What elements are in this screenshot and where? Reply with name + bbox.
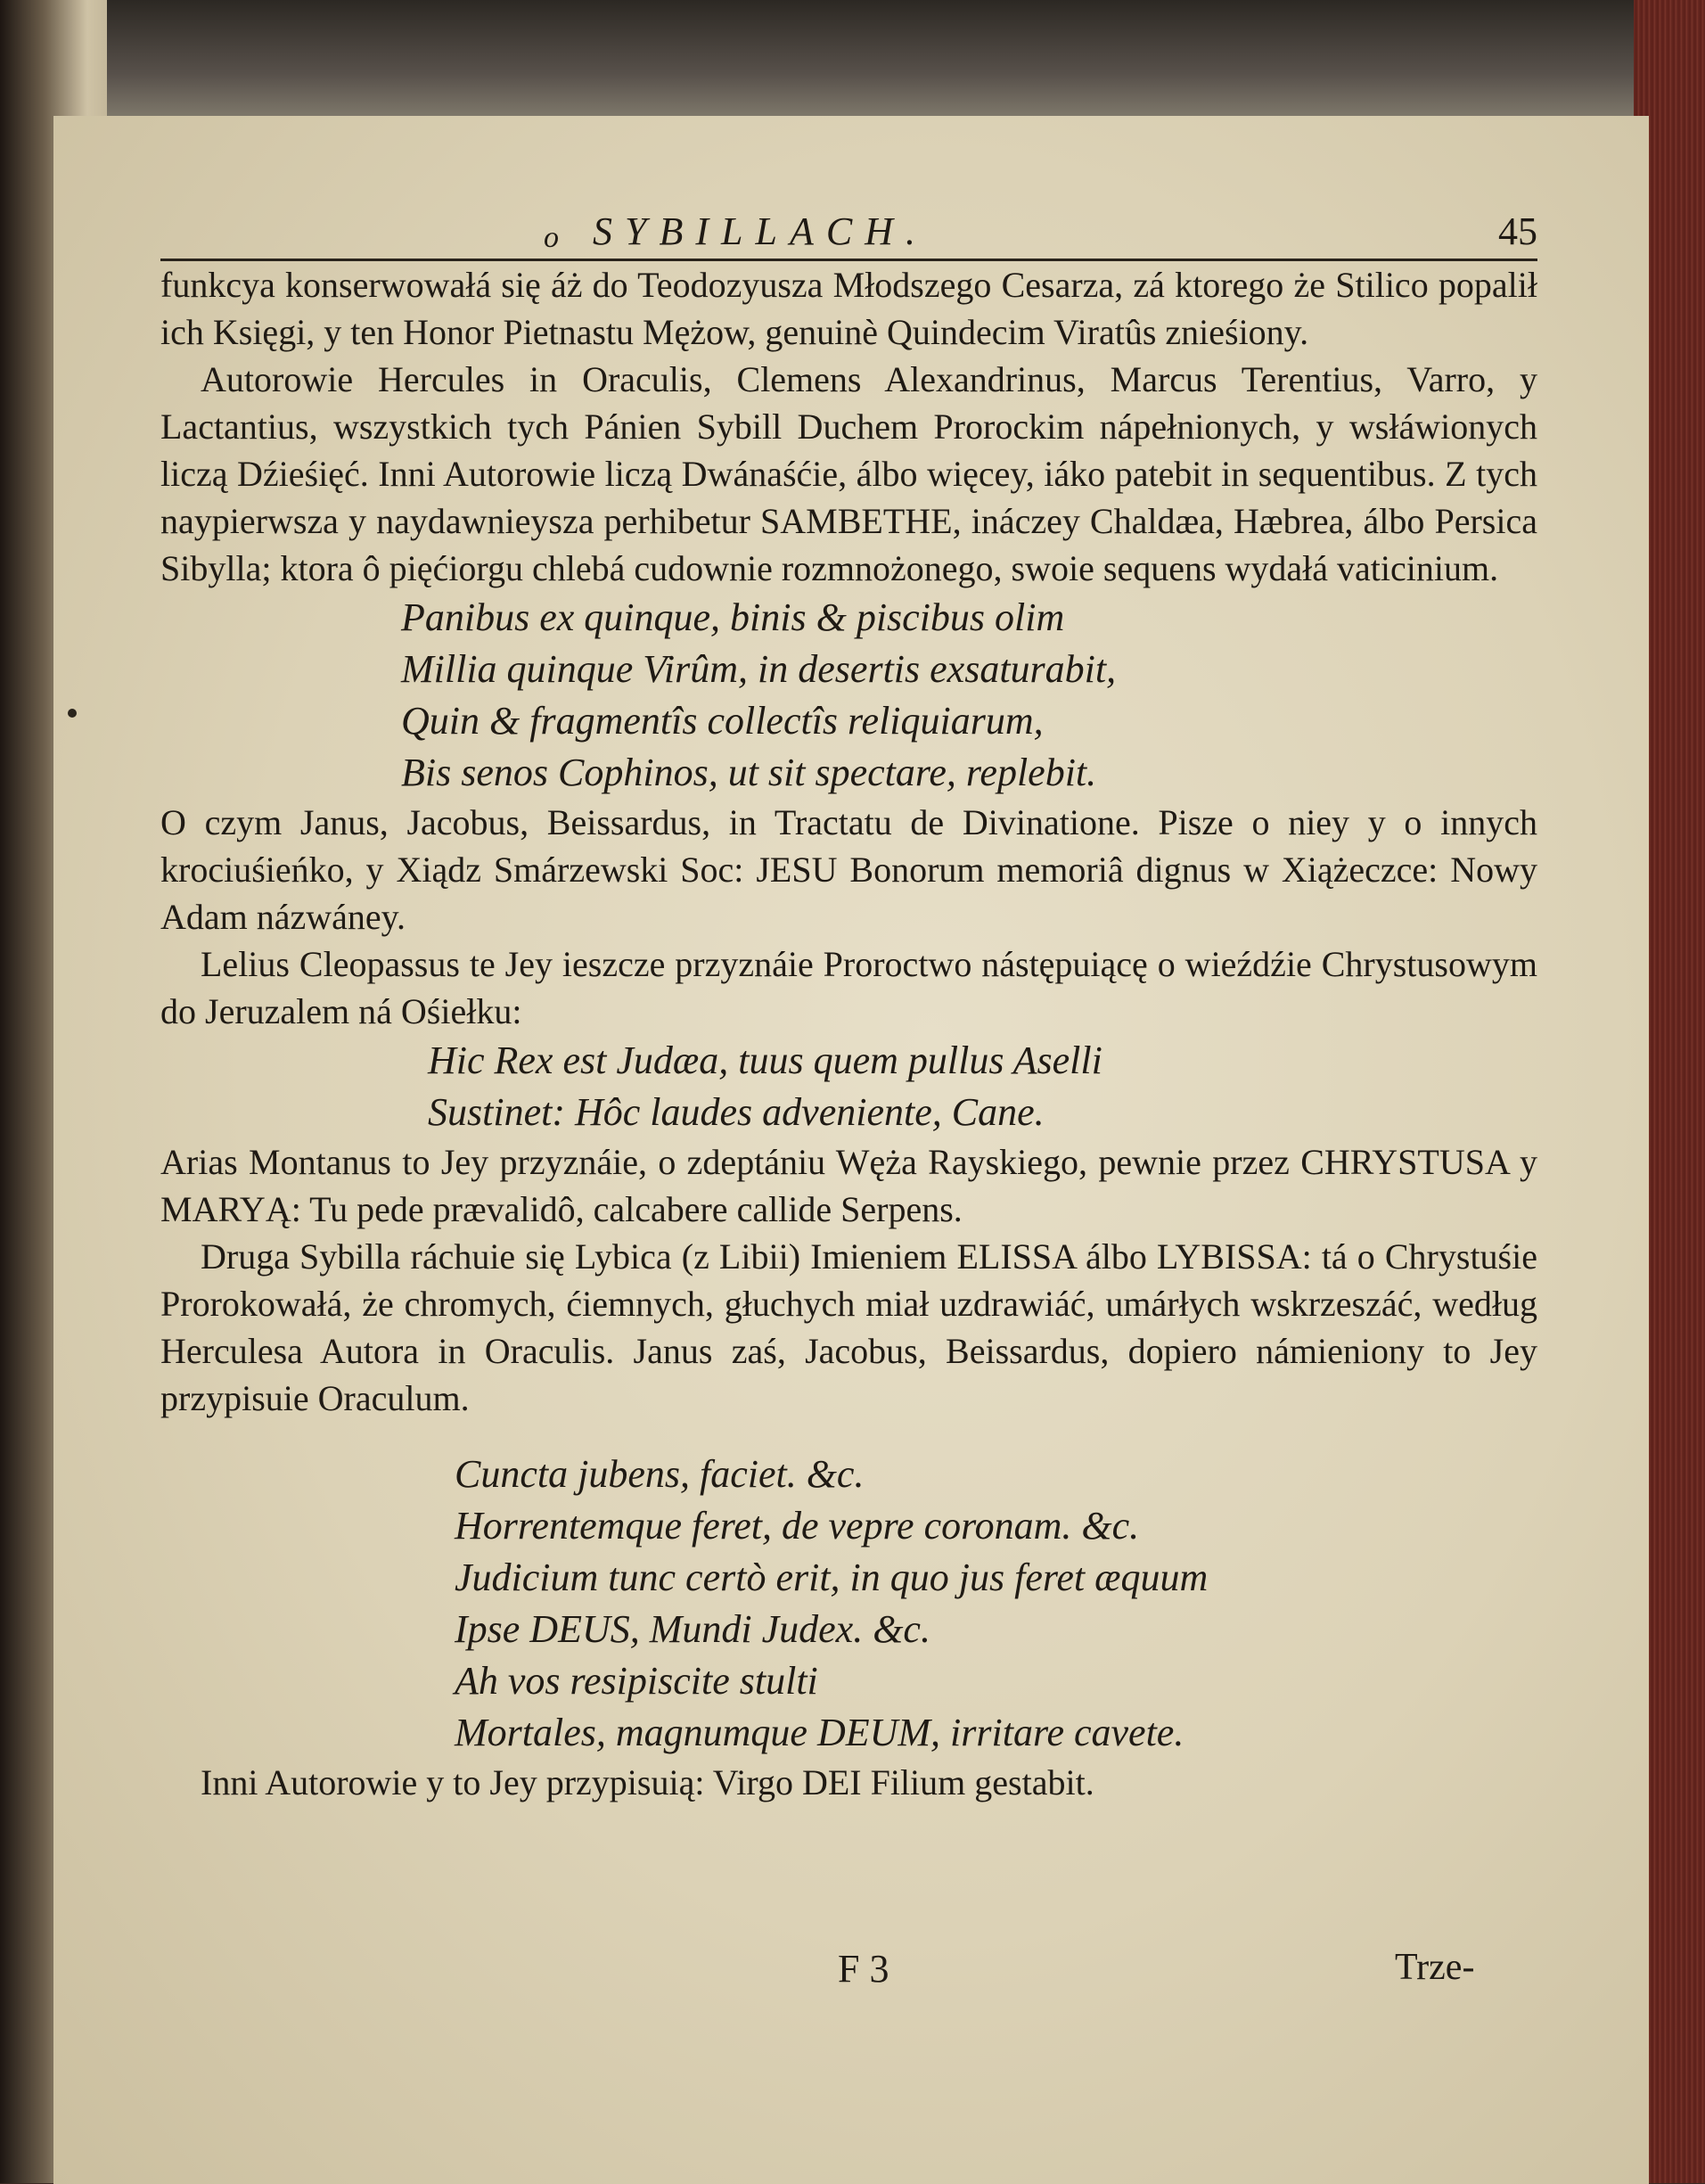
verse-line: Quin & fragmentîs collectîs reliquiarum, <box>401 699 1044 743</box>
page-text-block <box>160 205 1537 1806</box>
paragraph-7: Inni Autorowie y to Jey przypisuią: Virgo DEI Filium gestabit. <box>201 1762 1094 1802</box>
paragraph-5: Arias Montanus to Jey przyznáie, o zdeptániu Węża Rayskiego, pewnie przez CHRYSTUSA y MARYĄ: Tu pede prævalidô, calcabere callide Serpens. <box>160 1142 1537 1229</box>
verse-line: Horrentemque feret, de vepre coronam. &c. <box>455 1504 1140 1548</box>
paragraph-1: funkcya konserwowałá się áż do Teodozyusza Młodszego Cesarza, zá ktorego że Stilico popalił ich Księgi, y ten Honor Pietnastu Mężow, genuinè Quindecim Viratûs znieśiony. <box>160 265 1537 352</box>
verse-line: Millia quinque Virûm, in desertis exsaturabit, <box>401 647 1117 691</box>
running-head-prefix: o <box>544 221 559 254</box>
verse-line: Judicium tunc certò erit, in quo jus feret æquum <box>455 1556 1209 1599</box>
verse-line: Bis senos Cophinos, ut sit spectare, replebit. <box>401 751 1097 794</box>
signature-mark: F 3 <box>838 1947 889 1991</box>
book-top-edge <box>107 0 1676 134</box>
verse-line: Ipse DEUS, Mundi Judex. &c. <box>455 1607 930 1651</box>
margin-mark <box>68 709 77 718</box>
verse-line: Panibus ex quinque, binis & piscibus olim <box>401 595 1065 639</box>
catchword: Trze- <box>1395 1947 1475 1988</box>
running-head-title: SYBILLACH. <box>593 209 928 253</box>
paragraph-2: Autorowie Hercules in Oraculis, Clemens Alexandrinus, Marcus Terentius, Varro, y Lactantius, wszystkich tych Pánien Sybill Duchem Prorockim nápełnionych, y wsłáwionych liczą Dźieśięć. Inni Autorowie liczą Dwánaśćie, álbo więcey, iáko patebit in sequentibus. Z tych naypierwsza y naydawnieysza perhibetur SAMBETHE, ináczey Chaldæa, Hæbrea, álbo Persica Sibylla; ktora ô pięćiorgu chlebá cudownie rozmnożonego, swoie sequens wydałá vaticinium. <box>160 359 1537 588</box>
verse-block-2 <box>160 1035 1537 1138</box>
verse-line: Ah vos resipiscite stulti <box>455 1659 818 1703</box>
verse-block-3 <box>160 1449 1537 1759</box>
page-number: 45 <box>1498 209 1537 253</box>
verse-block-1 <box>160 592 1537 799</box>
paragraph-3: O czym Janus, Jacobus, Beissardus, in Tractatu de Divinatione. Pisze o niey y o innych krociuśieńko, y Xiądz Smárzewski Soc: JESU Bonorum memoriâ dignus w Xiążeczce: Nowy Adam názwáney. <box>160 802 1537 937</box>
verse-line: Sustinet: Hôc laudes adveniente, Cane. <box>428 1090 1045 1134</box>
running-head <box>160 205 1537 261</box>
paragraph-6: Druga Sybilla ráchuie się Lybica (z Libii) Imieniem ELISSA álbo LYBISSA: tá o Chrystuśie Prorokowałá, że chromych, ćiemnych, głuchych miał uzdrawiáć, umárłych wskrzeszáć, według Herculesa Autora in Oraculis. Janus zaś, Jacobus, Beissardus, dopiero námieniony to Jey przypisuie Oraculum. <box>160 1236 1537 1418</box>
verse-line: Hic Rex est Judæa, tuus quem pullus Aselli <box>428 1039 1103 1082</box>
verse-line: Mortales, magnumque DEUM, irritare cavete. <box>455 1711 1184 1754</box>
verse-line: Cuncta jubens, faciet. &c. <box>455 1452 865 1496</box>
paragraph-4: Lelius Cleopassus te Jey ieszcze przyznáie Proroctwo nástępuiącę o wieźdźie Chrystusowym do Jeruzalem ná Ośiełku: <box>160 944 1537 1031</box>
